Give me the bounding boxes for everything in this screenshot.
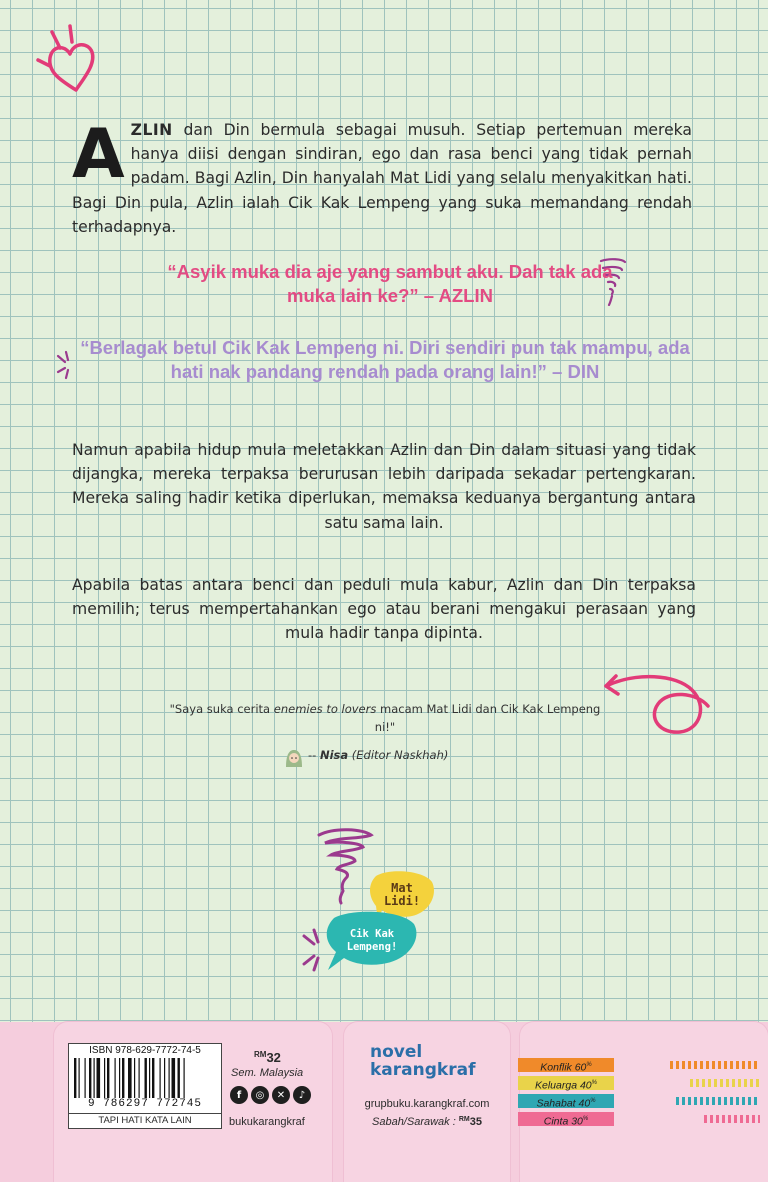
barcode-bar <box>119 1058 120 1098</box>
meter-row-keluarga <box>518 1076 614 1090</box>
publisher-url[interactable]: grupbuku.karangkraf.com <box>364 1098 490 1110</box>
editor-sig-prefix: -- <box>308 748 320 762</box>
editor-name: Nisa <box>319 748 349 762</box>
editor-quote-emphasis: enemies to lovers <box>273 702 377 716</box>
anger-burst-icon <box>56 350 78 380</box>
heart-doodle-icon <box>30 20 110 110</box>
barcode-bar <box>169 1058 170 1098</box>
facebook-icon[interactable]: f <box>230 1086 248 1104</box>
editor-role: (Editor Naskhah) <box>348 748 449 762</box>
meter-stripe <box>704 1115 760 1123</box>
price-currency: RM <box>254 1050 267 1059</box>
meter-unit: % <box>582 1116 589 1122</box>
publisher-logo-novel: novel <box>370 1042 423 1062</box>
book-title-label: TAPI HATI KATA LAIN <box>68 1113 222 1129</box>
barcode-digits: 9 786297 772745 <box>87 1098 203 1110</box>
meter-stripe <box>676 1097 760 1105</box>
barcode-bar <box>178 1058 180 1098</box>
editor-signature <box>270 748 530 762</box>
tornado-icon <box>315 825 375 905</box>
barcode-bar <box>164 1058 165 1098</box>
swirl-arrow-icon <box>596 666 716 746</box>
instagram-icon[interactable]: ◎ <box>251 1086 269 1104</box>
barcode-bar <box>79 1058 80 1098</box>
drop-cap: A <box>72 115 125 194</box>
body-paragraph: Namun apabila hidup mula meletakkan Azlin dan Din dalam situasi yang tidak dijangka, mereka terpaksa berurusan lebih daripada sekadar pertengkaran. Mereka saling hadir ketika diperlukan, memaksa keduanya bergantung antara satu sama lain. <box>72 441 696 532</box>
barcode-bar <box>115 1058 116 1098</box>
barcode-bar <box>152 1058 154 1098</box>
price-main <box>254 1050 281 1065</box>
meter-unit: % <box>586 1062 592 1068</box>
price-east-value: 35 <box>469 1116 482 1128</box>
editor-quote <box>160 700 610 736</box>
barcode-bar <box>97 1058 101 1098</box>
meter-row-cinta <box>518 1112 614 1126</box>
meter-row-konflik <box>518 1058 614 1072</box>
meter-row-sahabat <box>518 1094 614 1108</box>
meter-label: Cinta 30 <box>543 1115 583 1128</box>
barcode-bar <box>89 1058 91 1098</box>
intro-text: dan Din bermula sebagai musuh. Setiap pertemuan mereka hanya diisi dengan sindiran, ego dan rasa benci yang tidak pernah padam. Bagi Azlin, Din hanyalah Mat Lidi yang selalu menyakitkan hati. Bagi Din pula, Azlin ialah Cik Kak Lempeng yang suka memandang rendah terhadapnya. <box>72 121 692 236</box>
social-handle: bukukarangkraf <box>229 1116 305 1128</box>
editor-quote-text: "Saya suka cerita <box>169 702 274 716</box>
barcode-bar <box>184 1058 185 1098</box>
barcode-bar <box>172 1058 176 1098</box>
price-region: Sem. Malaysia <box>231 1067 304 1079</box>
meter-label: Sahabat 40 <box>536 1097 591 1110</box>
barcode-bar <box>107 1058 109 1098</box>
meter-unit: % <box>590 1098 596 1104</box>
bubble-mat-text: Mat Lidi! <box>383 881 421 908</box>
barcode-bar <box>122 1058 124 1098</box>
quote-azlin: “Asyik muka dia aje yang sambut aku. Dah tak ada muka lain ke?” – AZLIN <box>167 261 613 306</box>
barcode-bar <box>85 1058 86 1098</box>
price-east <box>350 1116 504 1128</box>
meter-label: Konflik 60 <box>540 1061 587 1074</box>
bubble-cik-text: Cik Kak Lempeng! <box>346 928 398 953</box>
barcode-bar <box>145 1058 147 1098</box>
intro-paragraph <box>72 115 692 239</box>
meter-stripe <box>670 1061 760 1069</box>
tiktok-icon[interactable]: ♪ <box>293 1086 311 1104</box>
barcode-bar <box>74 1058 76 1098</box>
price-east-label: Sabah/Sarawak : <box>372 1116 459 1128</box>
quote-din: “Berlagak betul Cik Kak Lempeng ni. Diri sendiri pun tak mampu, ada hati nak pandang rendah pada orang lain!” – DIN <box>80 337 690 382</box>
social-icons <box>230 1086 311 1104</box>
meter-stripe <box>690 1079 760 1087</box>
editor-quote-text: macam Mat Lidi dan Cik Kak Lempeng ni!" <box>374 702 601 734</box>
anger-burst-icon <box>300 928 330 972</box>
isbn-label: ISBN 978-629-7772-74-5 <box>89 1045 201 1056</box>
barcode-bar <box>160 1058 161 1098</box>
barcode-bar <box>128 1058 132 1098</box>
x-icon[interactable]: ✕ <box>272 1086 290 1104</box>
price-east-currency: RM <box>458 1116 470 1123</box>
price-value: 32 <box>266 1050 281 1065</box>
intro-lead: ZLIN <box>130 121 173 139</box>
barcode-bar <box>149 1058 150 1098</box>
meter-unit: % <box>591 1080 597 1086</box>
barcode-bar <box>94 1058 95 1098</box>
meter-label: Keluarga 40 <box>535 1079 592 1092</box>
barcode-bar <box>134 1058 135 1098</box>
barcode-bar <box>104 1058 105 1098</box>
barcode-bar <box>139 1058 140 1098</box>
body-paragraph: Apabila batas antara benci dan peduli mula kabur, Azlin dan Din terpaksa memilih; terus mempertahankan ego atau berani mengakui perasaan yang mula hadir tanpa dipinta. <box>72 576 696 643</box>
publisher-logo-brand: karangkraf <box>370 1060 476 1080</box>
